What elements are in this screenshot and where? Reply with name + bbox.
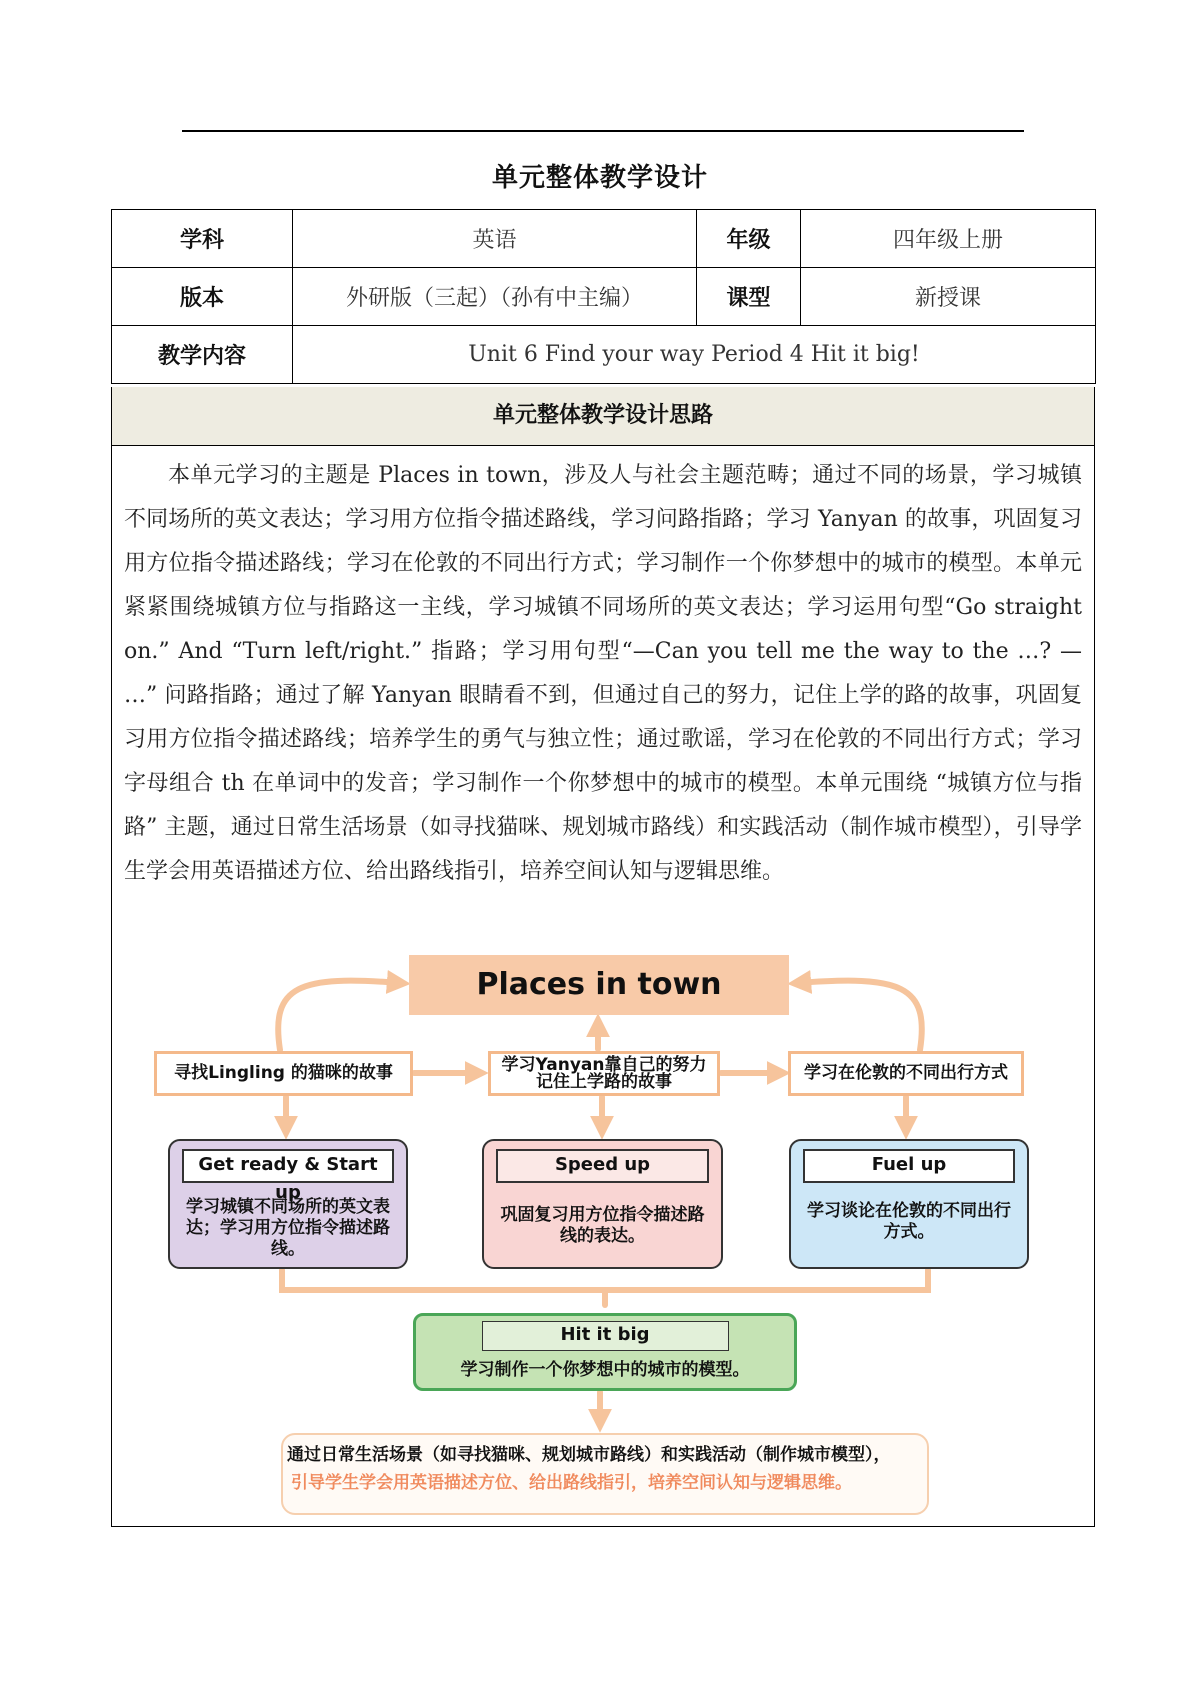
grade-value: 四年级上册	[801, 210, 1096, 268]
loop-arrow-left	[278, 981, 400, 1050]
lesson-type-label: 课型	[697, 268, 801, 326]
module-speed-up	[482, 1139, 723, 1269]
story-yanyan-line1: 学习Yanyan靠自己的努力	[501, 1054, 707, 1075]
theme-box: Places in town	[409, 955, 789, 1015]
story-yanyan-line2: 记住上学路的故事	[535, 1071, 672, 1092]
module-hit-it-big	[413, 1313, 797, 1391]
module-desc: 学习城镇不同场所的英文表达；学习用方位指令描述路线。	[186, 1197, 390, 1259]
summary-box	[281, 1433, 929, 1515]
content-value: Unit 6 Find your way Period 4 Hit it big!	[293, 326, 1096, 384]
story-box-yanyan	[488, 1051, 720, 1096]
edition-value: 外研版（三起）（孙有中主编）	[293, 268, 697, 326]
summary-line-1: 通过日常生活场景（如寻找猫咪、规划城市路线）和实践活动（制作城市模型），	[287, 1445, 891, 1465]
module-fuel-up	[789, 1139, 1029, 1269]
grade-label: 年级	[697, 210, 801, 268]
lesson-type-value: 新授课	[801, 268, 1096, 326]
document-title: 单元整体教学设计	[491, 163, 708, 193]
loop-arrow-right	[798, 981, 922, 1050]
module-label: Fuel up	[803, 1149, 1015, 1183]
story-box-lingling: 寻找Lingling 的猫咪的故事	[154, 1051, 413, 1096]
module-desc: 巩固复习用方位指令描述路线的表达。	[500, 1205, 705, 1246]
module-label: Get ready & Start up	[182, 1149, 394, 1183]
module-label: Speed up	[496, 1149, 709, 1183]
story-box-london: 学习在伦敦的不同出行方式	[788, 1051, 1024, 1096]
design-paragraph: 本单元学习的主题是 Places in town，涉及人与社会主题范畴；通过不同的场景，学习城镇不同场所的英文表达；学习用方位指令描述路线，学习问路指路；学习 Yanyan 的故事，巩固复习用方位指令描述路线；学习在伦敦的不同出行方式；学习制作一个你梦想中的城市的模型。本单元紧紧围绕城镇方位与指路这一主线，学习城镇不同场所的英文表达；学习运用句型“Go straight on.” And “Turn left/right.” 指路；学习用句型“—Can you tell me the way to the …? — …” 问路指路；通过了解 Yanyan 眼睛看不到，但通过自己的努力，记住上学的路的故事，巩固复习用方位指令描述路线；培养学生的勇气与独立性；通过歌谣，学习在伦敦的不同出行方式；学习字母组合 th 在单词中的发音；学习制作一个你梦想中的城市的模型。本单元围绕 “城镇方位与指路” 主题，通过日常生活场景（如寻找猫咪、规划城市路线）和实践活动（制作城市模型），引导学生学会用英语描述方位、给出路线指引，培养空间认知与逻辑思维。	[124, 463, 1082, 884]
module-get-ready	[168, 1139, 408, 1269]
module-label: Hit it big	[482, 1321, 729, 1351]
subject-value: 英语	[293, 210, 697, 268]
module-desc: 学习谈论在伦敦的不同出行方式。	[807, 1201, 1011, 1242]
subject-label: 学科	[112, 210, 293, 268]
section-title: 单元整体教学设计思路	[112, 387, 1094, 446]
summary-line-2: 引导学生学会用英语描述方位、给出路线指引，培养空间认知与逻辑思维。	[291, 1473, 852, 1493]
content-label: 教学内容	[112, 326, 293, 384]
module-desc: 学习制作一个你梦想中的城市的模型。	[460, 1360, 750, 1380]
edition-label: 版本	[112, 268, 293, 326]
